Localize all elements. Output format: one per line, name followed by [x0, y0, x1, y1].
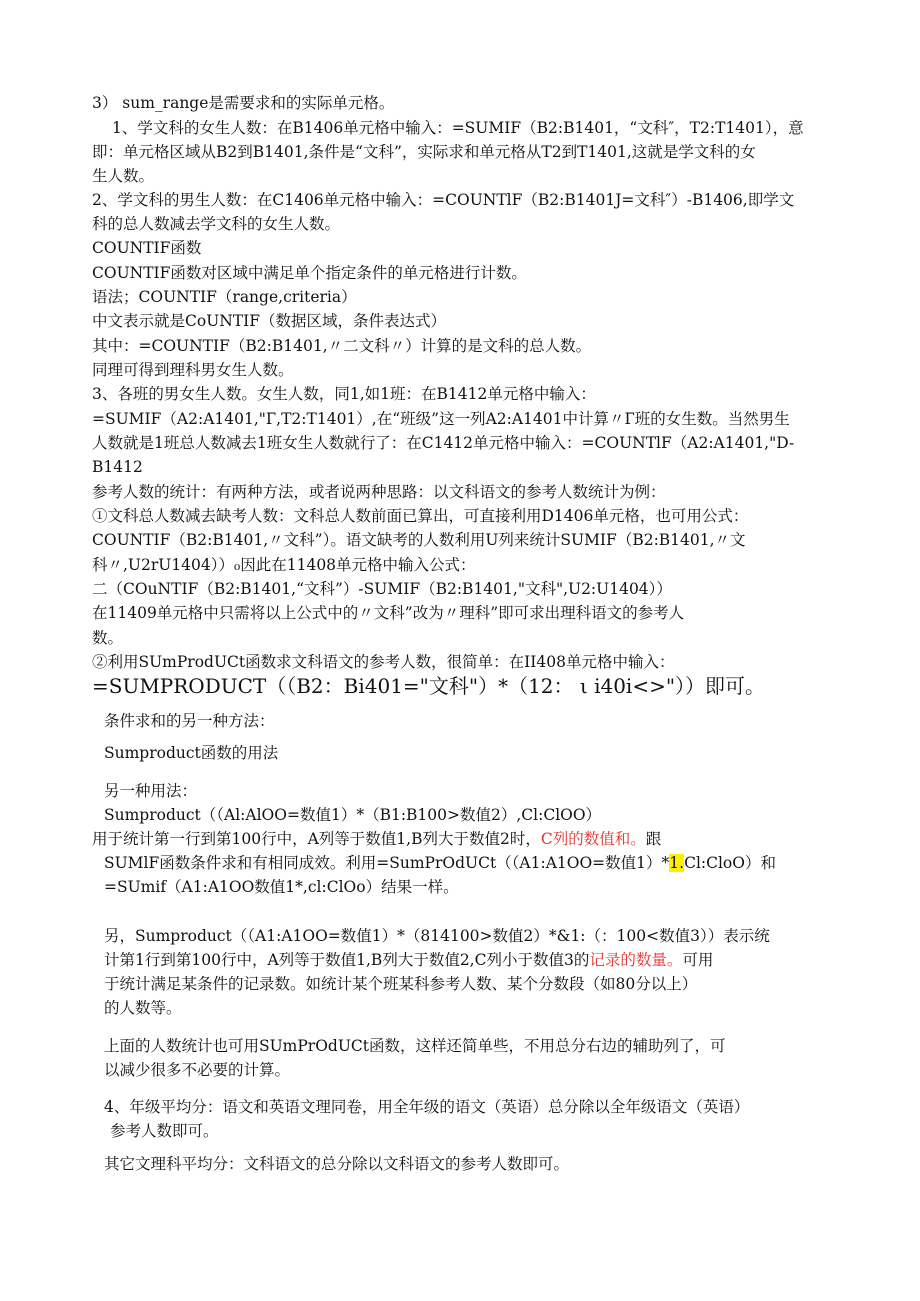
text-line: 参考人数即可。 — [110, 1122, 219, 1140]
text-line: Sumproduct（（Al:AlOO=数值1）*（B1:B100>数值2）,Cl:ClOO） — [104, 806, 602, 824]
text-line: COUNTIF函数 — [92, 239, 202, 257]
text-span: 跟 — [645, 830, 662, 848]
text-line: 数。 — [92, 629, 124, 647]
text-line: 另，Sumproduct（（A1:A1OO=数值1）*（814100>数值2）*&1:（：100<数值3））表示统 — [104, 927, 770, 945]
text-line: B1412 — [92, 458, 143, 476]
text-line: 二（CОuNTIF（B2:B1401,“文科”）-SUMIF（B2:B1401,"文科",U2:U1404）） — [92, 580, 672, 598]
text-line: 科的总人数减去学文科的女生人数。 — [92, 215, 341, 233]
text-line: 即：单元格区域从B2到B1401,条件是“文科”，实际求和单元格从T2到T1401,这就是学文科的女 — [92, 143, 756, 161]
text-line: 的人数等。 — [104, 999, 182, 1017]
text-line: 以减少很多不必要的计算。 — [104, 1061, 291, 1079]
text-line: 同理可得到理科男女生人数。 — [92, 361, 294, 379]
text-line: ②利用SUmProdUCt函数求文科语文的参考人数，很简单：在II408单元格中输入： — [92, 653, 675, 671]
text-line: 于统计满足某条件的记录数。如统计某个班某科参考人数、某个分数段（如80分以上） — [104, 975, 698, 993]
text-span: 用于统计第一行到第100行中，A列等于数值1,B列大于数值2时， — [92, 830, 541, 848]
text-line: COUNTIF函数对区域中满足单个指定条件的单元格进行计数。 — [92, 264, 527, 282]
text-line: 在11409单元格中只需将以上公式中的〃文科”改为〃理科”即可求出理科语文的参考人 — [92, 604, 685, 622]
text-line: 3） sum_range是需要求和的实际单元格。 — [92, 94, 395, 112]
highlight-text-red: C列的数值和。 — [540, 830, 646, 848]
text-line: Sumproduct函数的用法 — [104, 744, 279, 762]
text-line — [104, 852, 776, 874]
text-line: =SUMIF（A2:A1401,"Г,T2:T1401）,在“班级”这一列A2:A1401中计算〃Г班的女生数。当然男生 — [92, 410, 790, 428]
highlight-text-red: 记录的数量。 — [589, 951, 683, 969]
text-line: 条件求和的另一种方法： — [104, 712, 275, 730]
text-span: 可用 — [682, 951, 714, 969]
text-line: 人数就是1班总人数减去1班女生人数就行了：在C1412单元格中输入：=COUNTlF（A2:A1401,"D- — [92, 434, 795, 452]
text-line: 科〃,U2rU1404））₀因此在11408单元格中输入公式： — [92, 556, 476, 574]
text-line: COUNTIF（B2:B1401,〃文科”）。语文缺考的人数利用U列来统计SUMIF（B2:B1401,〃文 — [92, 531, 746, 549]
text-line — [92, 828, 661, 850]
text-line: ①文科总人数减去缺考人数：文科总人数前面已算出，可直接利用D1406单元格，也可用公式： — [92, 507, 749, 525]
text-line: =SUMPRODUCT（（B2：Bi401="文科"）*（12： ι i40i<>"））即可。 — [92, 674, 766, 698]
highlight-text-yellow: 1. — [669, 854, 685, 872]
text-line: 1、学文科的女生人数：在B1406单元格中输入：=SUMIF（B2:B1401，“文科″，T2:T1401），意 — [112, 119, 804, 137]
text-line: 3、各班的男女生人数。女生人数，同1,如1班：在B1412单元格中输入： — [92, 385, 596, 403]
text-line: 上面的人数统计也可用SUmPrOdUCt函数，这样还简单些，不用总分右边的辅助列了，可 — [104, 1037, 726, 1055]
text-line: 其中：=COUNTIF（B2:B1401,〃二文科〃）计算的是文科的总人数。 — [92, 337, 592, 355]
text-line: 另一种用法： — [104, 782, 198, 800]
text-line: 中文表示就是CoUNTIF（数据区域，条件表达式） — [92, 312, 447, 330]
text-line — [104, 949, 713, 971]
text-line: 生人数。 — [92, 167, 155, 185]
text-span: SUMlF函数条件求和有相同成效。利用=SumPrOdUCt（（A1:A1OO=数值1）* — [104, 854, 670, 872]
text-line: =SUmif（A1:A1OO数值1*,cl:ClOo）结果一样。 — [104, 878, 459, 896]
text-line: 2、学文科的男生人数：在C1406单元格中输入：=COUNTlF（B2:B1401J=文科″）-B1406,即学文 — [92, 191, 795, 209]
text-line: 语法；COUNTIF（range,criteria） — [92, 288, 357, 306]
text-line: 参考人数的统计：有两种方法，或者说两种思路：以文科语文的参考人数统计为例： — [92, 483, 666, 501]
text-span: 计第1行到第100行中，A列等于数值1,B列大于数值2,C列小于数值3的 — [104, 951, 590, 969]
text-line: 其它文理科平均分：文科语文的总分除以文科语文的参考人数即可。 — [104, 1155, 570, 1173]
text-span: Cl:ClоO）和 — [684, 854, 776, 872]
text-line: 4、年级平均分：语文和英语文理同卷，用全年级的语文（英语）总分除以全年级语文（英语） — [104, 1098, 750, 1116]
